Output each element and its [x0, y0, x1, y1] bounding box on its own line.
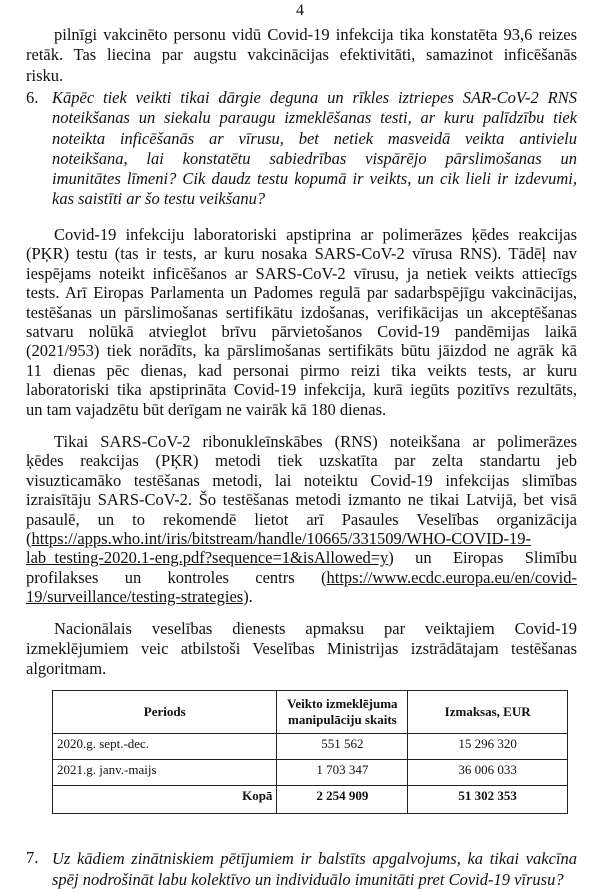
- text-segment: izmeklējumiem veic atbilstoši Veselības Ministrijas izstrādātajam testēšanas: [26, 639, 577, 658]
- text-line: [26, 244, 577, 263]
- text-segment: ).: [243, 587, 253, 607]
- column-header-cost: Izmaksas, EUR: [408, 691, 568, 734]
- text-line: [26, 25, 577, 45]
- table-header-row: [53, 691, 568, 734]
- text-line: [26, 471, 577, 490]
- text-line: [26, 264, 577, 283]
- testing-costs-table: [52, 690, 568, 814]
- text-line: [26, 587, 577, 606]
- reference-link[interactable]: lab_testing-2020.1-eng.pdf?sequence=1&isAllowed=y: [26, 548, 389, 568]
- cost-cell: 15 296 320: [408, 734, 568, 760]
- text-segment: noteikšanas un siekalu paraugu izmeklēšanas testi, ar kuru palīdzību tiek: [52, 108, 577, 128]
- text-segment: Uz kādiem zinātniskiem pētījumiem ir balstīts apgalvojums, ka tikai vakcīna: [52, 849, 577, 868]
- period-cell: 2020.g. sept.-dec.: [53, 734, 277, 760]
- table-row: [53, 734, 568, 760]
- text-line: [26, 283, 577, 302]
- text-segment: profilakses un kontroles centrs (: [26, 567, 327, 587]
- count-cell: 551 562: [277, 734, 408, 760]
- text-line: [26, 149, 577, 169]
- text-segment: Nacionālais veselības dienests apmaksu par veiktajiem Covid-19: [54, 619, 577, 638]
- text-line: [26, 225, 577, 244]
- text-line: [26, 380, 577, 399]
- text-line: [26, 322, 577, 341]
- text-segment: un tam vajadzētu būt derīgam ne vairāk kā 180 dienas.: [26, 399, 387, 419]
- text-segment: Covid-19 infekciju laboratoriski apstiprina ar polimerāzes ķēdes reakcijas: [54, 225, 577, 244]
- text-line: [26, 548, 577, 567]
- text-segment: kas saistīti ar šo testu veikšanu?: [52, 189, 266, 209]
- reference-link[interactable]: 19/surveillance/testing-strategies: [26, 587, 244, 607]
- total-cost: 51 302 353: [408, 786, 568, 814]
- text-line: [26, 400, 577, 419]
- paragraph-pcr-testing: [26, 225, 577, 419]
- reference-link[interactable]: https://apps.who.int/iris/bitstream/handle/10665/331509/WHO-COVID-19-: [31, 528, 532, 548]
- text-line: [26, 869, 577, 890]
- text-line: [26, 45, 577, 65]
- paragraph-vaccination-efficacy: [26, 25, 577, 86]
- period-cell: 2021.g. janv.-maijs: [53, 760, 277, 786]
- text-line: [26, 169, 577, 189]
- table-total-row: [53, 786, 568, 814]
- text-segment: imunitātes līmeni? Cik daudz testu kopumā ir veikts, un cik lieli ir izdevumi,: [52, 169, 577, 189]
- text-segment: ķēdes reakcijas (PĶR) metodi tiek uzskatīta par zelta standartu jeb: [26, 451, 577, 471]
- column-header-period: Periods: [53, 691, 277, 734]
- text-line: [26, 619, 577, 639]
- text-segment: testēšanas un pārslimošanas sertifikātu izdošanas, verifikācijas un akceptēšanas: [26, 302, 577, 322]
- text-line: [26, 451, 577, 470]
- table-row: [53, 760, 568, 786]
- text-segment: iespējams noteikt inficēšanos ar SARS-CoV-2 vīrusu, ja netiek veikts attiecīgs: [26, 263, 577, 283]
- text-segment: pilnīgi vakcinēto personu vidū Covid-19 infekcija tika konstatēta 93,6 reizes: [54, 25, 577, 44]
- text-segment: retāk. Tas liecina par augstu vakcinācijas efektivitāti, samazinot inficēšanās: [26, 45, 577, 65]
- text-line: [26, 108, 577, 128]
- paragraph-rna-standard: [26, 432, 577, 607]
- text-segment: algoritmam.: [26, 659, 107, 678]
- text-segment: (2021/953) tiek norādīts, ka pārslimošanas sertifikāts būtu jāizdod ne agrāk kā: [26, 341, 577, 361]
- text-segment: risku.: [26, 65, 64, 85]
- paragraph-nvd-payment: [26, 619, 577, 679]
- question-number: 6.: [26, 88, 39, 107]
- text-segment: ) un Eiropas Slimību: [388, 548, 577, 568]
- text-line: [26, 510, 577, 529]
- text-line: [26, 341, 577, 360]
- question-6: [26, 88, 577, 210]
- text-segment: pasaulē, un to rekomendē lietot arī Pasaules Veselības organizācija: [26, 509, 577, 529]
- text-segment: Tikai SARS-CoV-2 ribonukleīnskābes (RNS) noteikšana ar polimerāzes: [54, 432, 577, 451]
- text-line: [26, 361, 577, 380]
- text-segment: Kāpēc tiek veikti tikai dārgie deguna un rīkles iztriepes SAR-CoV-2 RNS: [52, 88, 577, 107]
- total-count: 2 254 909: [277, 786, 408, 814]
- text-line: [26, 659, 577, 679]
- text-segment: satvaru nolūkā atvieglot brīvu pārvietošanos Covid-19 pandēmijas laikā: [26, 321, 577, 341]
- text-line: [26, 303, 577, 322]
- reference-link[interactable]: https://www.ecdc.europa.eu/en/covid-: [326, 567, 577, 587]
- text-line: [26, 490, 577, 509]
- text-line: [26, 848, 577, 869]
- text-segment: izraisītāju SARS-CoV-2. Šo testēšanas metodi izmanto ne tikai Latvijā, bet visā: [26, 490, 577, 510]
- text-line: [26, 432, 577, 451]
- page-number: 4: [296, 2, 304, 19]
- question-7: [26, 848, 577, 890]
- text-segment: laboratoriski tika apstiprināta Covid-19 infekcija, kurā iegūts pozitīvs rezultāts,: [26, 380, 577, 400]
- text-segment: (PĶR) testu (tas ir tests, ar kuru nosaka SARS-CoV-2 vīrusa RNS). Tādēļ nav: [26, 244, 577, 264]
- text-segment: tests. Arī Eiropas Parlamenta un Padomes regulā par sadarbspējīgu vakcinācijas,: [26, 283, 577, 303]
- text-segment: (: [26, 528, 32, 548]
- text-line: [26, 88, 577, 108]
- text-line: [26, 66, 577, 86]
- text-segment: noteikta inficēšanās ar vīrusu, bet netiek masveidā veikta antivielu: [52, 128, 577, 148]
- total-label: Kopā: [53, 786, 277, 814]
- cost-cell: 36 006 033: [408, 760, 568, 786]
- question-number: 7.: [26, 848, 39, 867]
- text-line: [26, 529, 577, 548]
- text-line: [26, 568, 577, 587]
- text-line: [26, 189, 577, 209]
- text-segment: spēj nodrošināt labu kolektīvo un individuālo imunitāti pret Covid-19 vīrusu?: [52, 870, 564, 889]
- text-line: [26, 639, 577, 659]
- column-header-count: Veikto izmeklējuma manipulāciju skaits: [277, 691, 408, 734]
- text-segment: 11 dienas pēc dienas, kad personai pirmo reizi tika veikts tests, ar kuru: [26, 360, 577, 380]
- count-cell: 1 703 347: [277, 760, 408, 786]
- text-segment: noteikšana, lai konstatētu sabiedrības vispārējo pārslimošanas un: [52, 148, 577, 168]
- text-segment: visuzticamāko testēšanas metodi, lai noteiktu Covid-19 infekcijas slimības: [26, 470, 577, 490]
- text-line: [26, 129, 577, 149]
